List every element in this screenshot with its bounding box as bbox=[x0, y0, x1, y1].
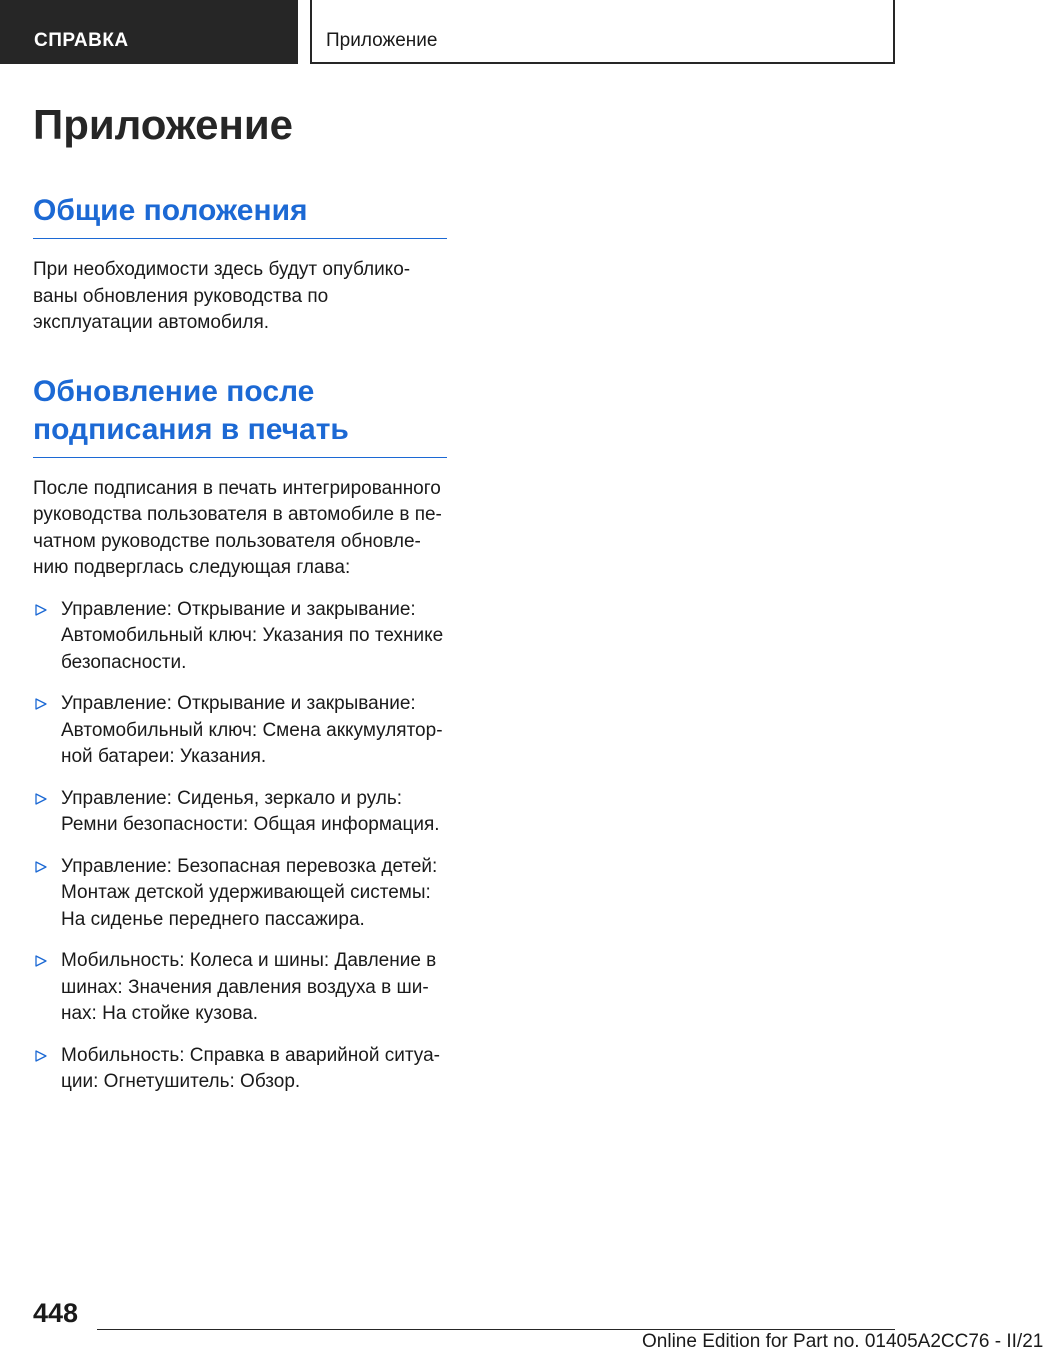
list-item bbox=[33, 597, 447, 677]
list-item-text: Мобильность: Колеса и шины: Давление в шинах: Значения давления воздуха в ши-нах: На стойке кузова. bbox=[61, 950, 437, 1024]
list-item bbox=[33, 948, 447, 1028]
list-item bbox=[33, 1043, 447, 1096]
footer-edition-text: Online Edition for Part no. 01405A2CC76 - II/21 bbox=[642, 1331, 1043, 1352]
page-title: Приложение bbox=[33, 101, 294, 148]
triangle-bullet-icon bbox=[35, 604, 47, 616]
page-content bbox=[33, 96, 447, 1096]
list-item-text: Мобильность: Справка в аварийной ситуа-ции: Огнетушитель: Обзор. bbox=[61, 1044, 440, 1092]
list-item-text: Управление: Открывание и закрывание: Автомобильный ключ: Смена аккумулятор-ной батареи: Указания. bbox=[61, 693, 443, 767]
list-item bbox=[33, 691, 447, 771]
list-item bbox=[33, 786, 447, 839]
page-number: 448 bbox=[33, 1298, 79, 1328]
section-heading-general: Общие положения bbox=[33, 192, 447, 239]
triangle-bullet-icon bbox=[35, 1050, 47, 1062]
list-item bbox=[33, 854, 447, 934]
section-paragraph-general: При необходимости здесь будут опублико-ваны обновления руководства по эксплуатации автомобиля. bbox=[33, 259, 411, 333]
triangle-bullet-icon bbox=[35, 793, 47, 805]
triangle-bullet-icon bbox=[35, 861, 47, 873]
section-heading-update: Обновление после подписания в печать bbox=[33, 373, 447, 458]
triangle-bullet-icon bbox=[35, 955, 47, 967]
footer-divider bbox=[97, 1329, 895, 1330]
section-paragraph-update: После подписания в печать интегрированного руководства пользователя в автомобиле в пе-чатном руководстве пользователя обновле-нию подверглась следующая глава: bbox=[33, 477, 442, 578]
triangle-bullet-icon bbox=[35, 698, 47, 710]
header-chapter-label: Приложение bbox=[310, 0, 895, 64]
list-item-text: Управление: Безопасная перевозка детей: Монтаж детской удерживающей системы: На сиденье переднего пассажира. bbox=[61, 855, 438, 930]
header-section-label: СПРАВКА bbox=[0, 0, 298, 64]
changed-chapters-list bbox=[33, 597, 447, 1096]
list-item-text: Управление: Открывание и закрывание: Автомобильный ключ: Указания по технике безопасности. bbox=[61, 598, 444, 673]
list-item-text: Управление: Сиденья, зеркало и руль: Ремни безопасности: Общая информация. bbox=[61, 787, 440, 835]
